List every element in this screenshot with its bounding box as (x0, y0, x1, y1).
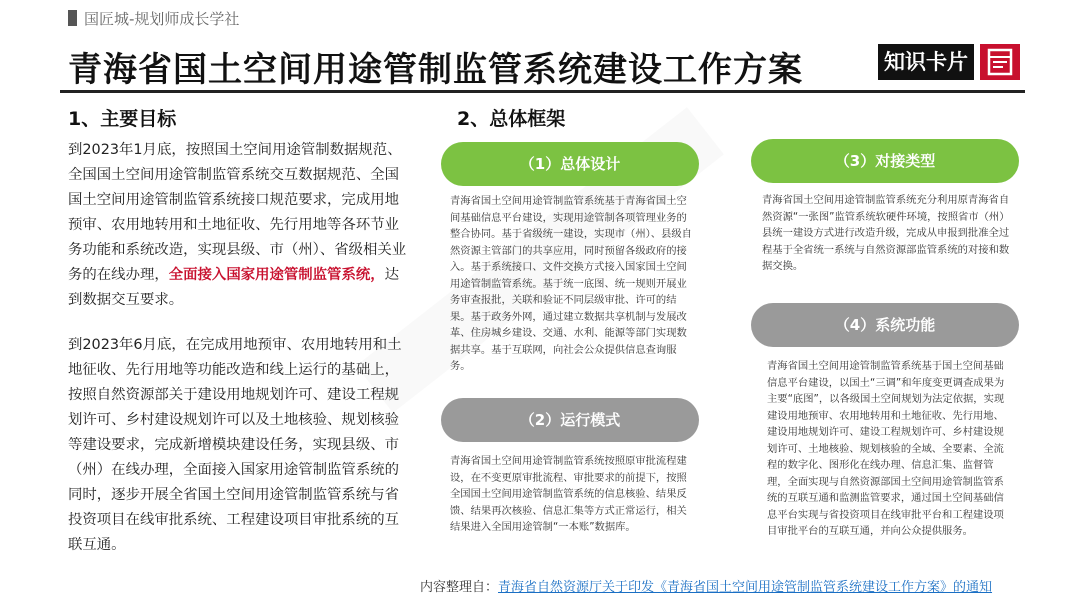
source-link[interactable]: 青海省自然资源厅关于印发《青海省国土空间用途管制监管系统建设工作方案》的通知 (498, 580, 993, 595)
brand-text: 国匠城-规划师成长学社 (84, 10, 240, 28)
block1-text: 青海省国土空间用途管制监管系统基于青海省国土空间基础信息平台建设，实现用途管制各项管理业务的整合协同。基于省级统一建设，实现市（州）、县级自然资源主管部门的共享应用，同时预留各级政府的接入。基于系统接口、文件交换方式接入国家国土空间用途管制监管系统。基于统一底图、统一规则开展业务审查报批，关联和验证不同层级审批、许可的结果。基于政务外网，通过建立数据共享机制与发展改革、住房城乡建设、交通、水利、能源等部门实现数据共享。基于互联网，向社会公众提供信息查询服务。 (450, 195, 692, 372)
block4-text: 青海省国土空间用途管制监管系统基于国土空间基础信息平台建设，以国土“三调”和年度变更调查成果为主要“底图”，以各级国土空间规划为法定依据，实现建设用地预审、农用地转用和土地征收、先行用地、建设用地规划许可、建设工程规划许可、乡村建设规划许可、土地核验、规划核验的全域、全要素、全流程的数字化、图形化在线办理、信息汇集、监督管理，全面实现与自然资源部国土空间用途管制监管系统的互联互通和监测监管要求，通过国土空间基础信息平台实现与省投资项目在线审批平台和工程建设项目审批平台的互联互通，并向公众提供服务。 (767, 360, 1005, 537)
block2-text: 青海省国土空间用途管制监管系统按照原审批流程建设，在不变更原审批流程、审批要求的前提下，按照全国国土空间用途管制监管系统的信息核验、结果反馈、结果再次核验、信息汇集等方式正常运行，相关结果进入全国用途管制“一本账”数据库。 (450, 455, 687, 533)
header-bar-marker (68, 10, 77, 26)
section1-title: 1、主要目标 (68, 108, 177, 130)
section1-paragraph2 (68, 333, 413, 558)
block2-pill: （2）运行模式 (441, 398, 699, 442)
section2-title: 2、总体框架 (457, 108, 566, 130)
p2-text: 到2023年6月底，在完成用地预审、农用地转用和土地征收、先行用地等功能改造和线上运行的基础上，按照自然资源部关于建设用地规划许可、建设工程规划许可、乡村建设规划许可以及土地核验、规划核验等建设要求，完成新增模块建设任务，实现县级、市（州）在线办理，全面接入国家用途管制监管系统的同时，逐步开展全省国土空间用途管制监管系统与省投资项目在线审批系统、工程建设项目审批系统的互联互通。 (68, 337, 402, 553)
document-icon (980, 44, 1020, 80)
p1-text-b: 达到数据交互要求。 (68, 267, 400, 308)
block4-pill: （4）系统功能 (751, 303, 1019, 347)
page-title: 青海省国土空间用途管制监管系统建设工作方案 (68, 50, 803, 90)
source-label: 内容整理自： (420, 580, 499, 595)
p1-text-a: 到2023年1月底，按照国土空间用途管制数据规范、全国国土空间用途管制监管系统交互数据规范、全国国土空间用途管制监管系统接口规范要求，完成用地预审、农用地转用和土地征收、先行用地等各环节业务功能和系统改造，实现县级、市（州）、省级相关业务的在线办理， (68, 142, 407, 283)
block3-text: 青海省国土空间用途管制监管系统充分利用原青海省自然资源“一张图”监管系统软硬件环境，按照省市（州）县统一建设方式进行改造升级，完成从申报到批准全过程基于全省统一系统与自然资源部监管系统的对接和数据交换。 (762, 194, 1010, 272)
source-footer (420, 576, 992, 595)
p1-highlight: 全面接入国家用途管制监管系统， (168, 267, 385, 283)
block1-pill: （1）总体设计 (441, 142, 699, 186)
section1-paragraph1 (68, 138, 413, 313)
knowledge-card-label: 知识卡片 (878, 44, 974, 80)
title-divider (60, 90, 1025, 93)
block3-pill: （3）对接类型 (751, 139, 1019, 183)
